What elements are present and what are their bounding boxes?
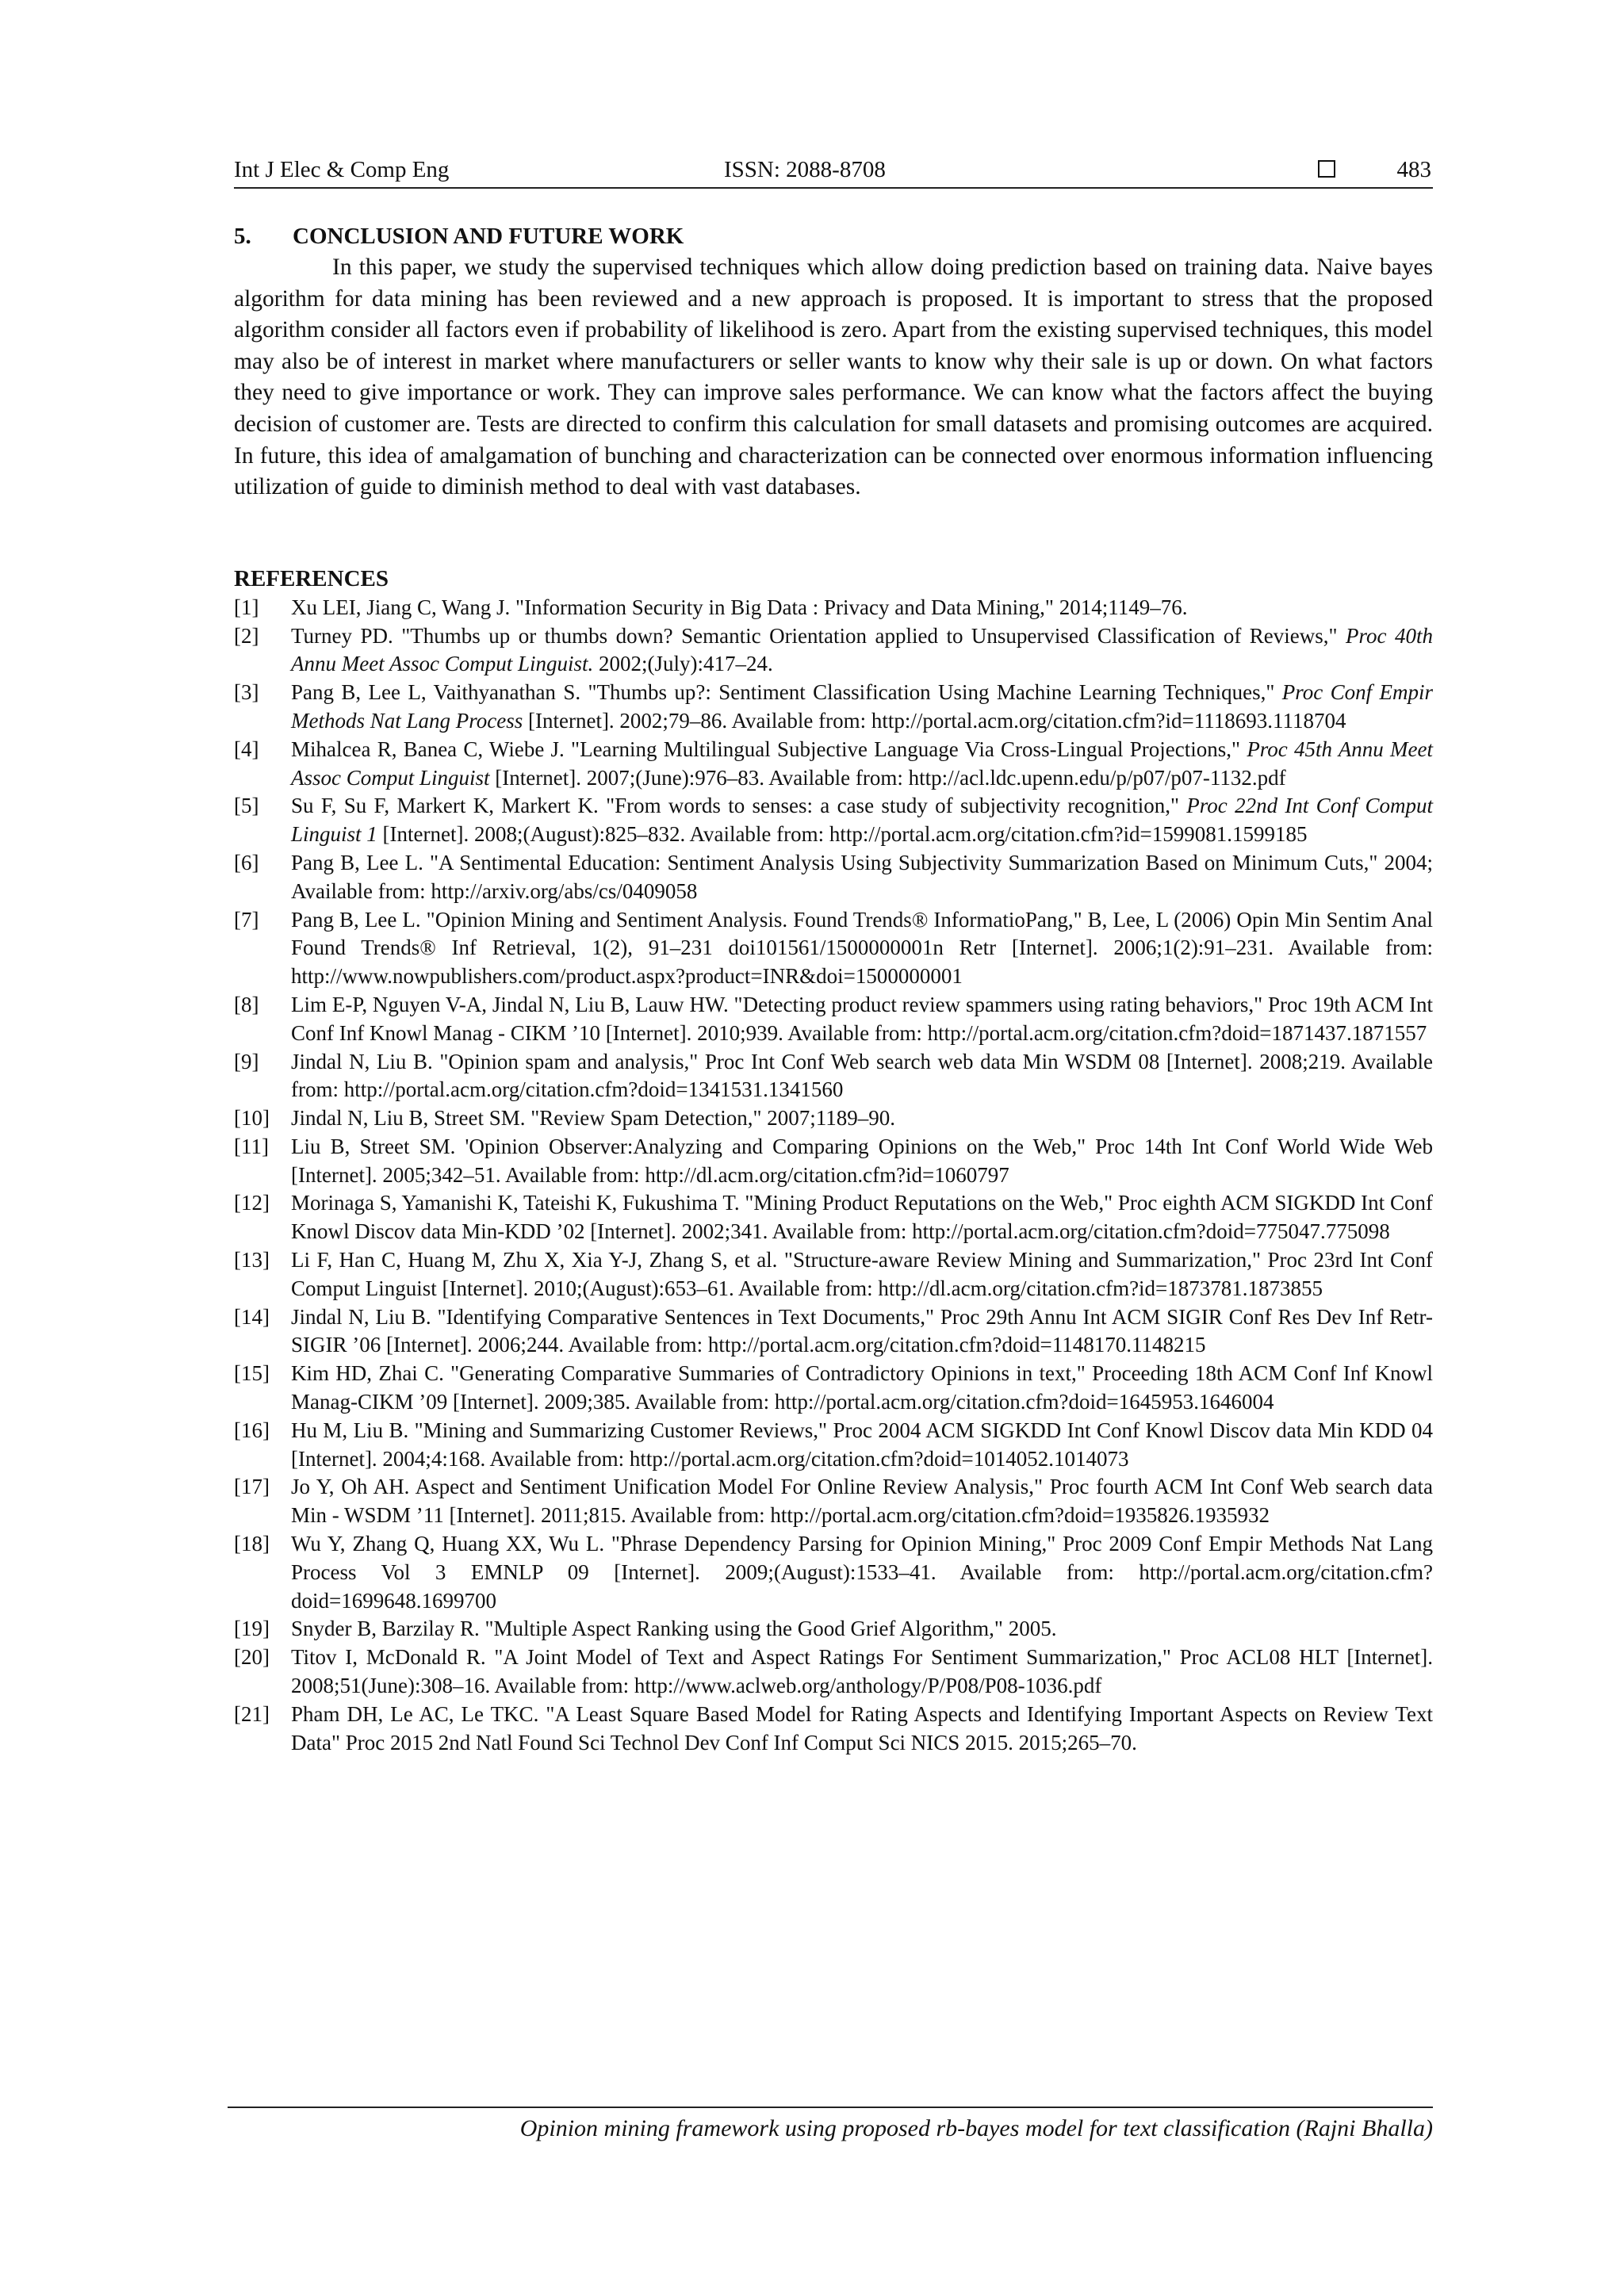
reference-item: [234, 1048, 1433, 1105]
reference-text: [291, 1189, 1433, 1246]
reference-text-part: Li F, Han C, Huang M, Zhu X, Xia Y-J, Zhang S, et al. "Structure-aware Review Mining and Summarization," Proc 23rd Int Conf Comput Linguist [Internet]. 2010;(August):653–61. Available from: http://dl.acm.org/citation.cfm?id=1873781.1873855: [291, 1248, 1433, 1300]
reference-text: [291, 1615, 1433, 1644]
reference-text-part: Snyder B, Barzilay R. "Multiple Aspect Ranking using the Good Grief Algorithm," 2005.: [291, 1617, 1057, 1641]
reference-text: [291, 1104, 1433, 1133]
page-content: [234, 152, 1433, 1757]
reference-text: [291, 1303, 1433, 1360]
section-heading: [234, 220, 1433, 252]
reference-text-part: [Internet]. 2007;(June):976–83. Available from: http://acl.ldc.upenn.edu/p/p07/p07-1132.pdf: [489, 765, 1286, 790]
reference-item: [234, 1701, 1433, 1758]
reference-text: [291, 736, 1433, 793]
reference-text-part: Mihalcea R, Banea C, Wiebe J. "Learning Multilingual Subjective Language Via Cross-Lingual Projections,": [291, 737, 1247, 761]
checkbox-square-icon: [1318, 160, 1335, 178]
reference-item: [234, 1246, 1433, 1303]
reference-venue: Proc 45th Annu Meet Assoc Comput Linguist: [291, 737, 1434, 790]
reference-item: [234, 594, 1433, 622]
reference-item: [234, 1133, 1433, 1190]
reference-text-part: Pang B, Lee L, Vaithyanathan S. "Thumbs up?: Sentiment Classification Using Machine Learning Techniques,": [291, 680, 1282, 705]
reference-text: [291, 849, 1433, 906]
reference-number: [15]: [234, 1361, 270, 1386]
page-number: 483: [1396, 157, 1431, 182]
reference-item: [234, 1644, 1433, 1701]
reference-item: [234, 736, 1433, 793]
reference-number: [2]: [234, 623, 259, 648]
reference-number: [17]: [234, 1475, 270, 1499]
reference-number: [13]: [234, 1248, 270, 1272]
reference-text-part: Jindal N, Liu B. "Opinion spam and analysis," Proc Int Conf Web search web data Min WSDM 08 [Internet]. 2008;219. Available from: http://portal.acm.org/citation.cfm?doid=1341531.1341560: [291, 1049, 1433, 1102]
reference-text: [291, 594, 1433, 622]
conclusion-paragraph: In this paper, we study the supervised techniques which allow doing prediction based on training data. Naive bayes algorithm for data mining has been reviewed and a new approach is proposed. It is important to stress that the proposed algorithm consider all factors even if probability of likelihood is zero. Apart from the existing supervised techniques, this model may also be of interest in market where manufacturers or seller wants to know why their sale is up or down. On what factors they need to give importance or work. They can improve sales performance. We can know what the factors affect the buying decision of customer are. Tests are directed to confirm this calculation for small datasets and promising outcomes are acquired. In future, this idea of amalgamation of bunching and characterization can be connected over enormous information influencing utilization of guide to diminish method to deal with vast databases.: [234, 254, 1433, 500]
reference-item: [234, 849, 1433, 906]
conclusion-section: [234, 220, 1433, 503]
reference-text: [291, 1644, 1433, 1701]
running-footer: [228, 2107, 1433, 2145]
reference-text-part: [Internet]. 2008;(August):825–832. Available from: http://portal.acm.org/citation.cfm?id=1599081.1599185: [377, 822, 1308, 847]
reference-number: [14]: [234, 1304, 270, 1329]
reference-item: [234, 679, 1433, 736]
reference-venue: Proc 22nd Int Conf Comput Linguist 1: [291, 794, 1434, 847]
reference-list: [234, 594, 1433, 1758]
reference-text-part: Pang B, Lee L. "Opinion Mining and Sentiment Analysis. Found Trends® InformatioPang," B, Lee, L (2006) Opin Min Sentim Anal Found Trends® Inf Retrieval, 1(2), 91–231 doi101561/1500000001n Retr [Internet]. 2006;1(2):91–231. Available from: http://www.nowpublishers.com/product.aspx?product=INR&doi=1500000001: [291, 907, 1433, 989]
reference-item: [234, 1360, 1433, 1417]
reference-item: [234, 991, 1433, 1048]
reference-text: [291, 1048, 1433, 1105]
reference-text-part: Titov I, McDonald R. "A Joint Model of Text and Aspect Ratings For Sentiment Summarization," Proc ACL08 HLT [Internet]. 2008;51(June):308–16. Available from: http://www.aclweb.org/anthology/P/P08/P08-1036.pdf: [291, 1645, 1433, 1698]
reference-item: [234, 906, 1433, 991]
references-heading: REFERENCES: [234, 565, 389, 591]
reference-text: [291, 1701, 1433, 1758]
reference-text: [291, 1473, 1433, 1530]
reference-number: [16]: [234, 1418, 270, 1442]
reference-number: [20]: [234, 1645, 270, 1670]
reference-text: [291, 1246, 1433, 1303]
reference-text-part: [Internet]. 2002;79–86. Available from: http://portal.acm.org/citation.cfm?id=1118693.1118704: [523, 708, 1346, 733]
reference-number: [18]: [234, 1532, 270, 1556]
reference-number: [7]: [234, 907, 259, 932]
reference-venue: Proc Conf Empir Methods Nat Lang Process: [291, 680, 1433, 733]
reference-item: [234, 1303, 1433, 1360]
reference-text-part: Jindal N, Liu B. "Identifying Comparative Sentences in Text Documents," Proc 29th Annu Int ACM SIGIR Conf Res Dev Inf Retr-SIGIR ’06 [Internet]. 2006;244. Available from: http://portal.acm.org/citation.cfm?doid=1148170.1148215: [291, 1304, 1433, 1357]
footer-caption: Opinion mining framework using proposed rb-bayes model for text classification (Rajni Bhalla): [519, 2115, 1433, 2141]
reference-item: [234, 1417, 1433, 1474]
reference-text-part: Hu M, Liu B. "Mining and Summarizing Customer Reviews," Proc 2004 ACM SIGKDD Int Conf Knowl Discov data Min KDD 04 [Internet]. 2004;4:168. Available from: http://portal.acm.org/citation.cfm?doid=1014052.1014073: [291, 1418, 1433, 1471]
reference-item: [234, 792, 1433, 849]
reference-item: [234, 1189, 1433, 1246]
reference-number: [1]: [234, 595, 259, 619]
running-header: [234, 152, 1433, 189]
issn-label: ISSN: 2088-8708: [724, 157, 886, 182]
reference-text: [291, 906, 1433, 991]
reference-text: [291, 1133, 1433, 1190]
reference-text-part: Liu B, Street SM. 'Opinion Observer:Analyzing and Comparing Opinions on the Web," Proc 14th Int Conf World Wide Web [Internet]. 2005;342–51. Available from: http://dl.acm.org/citation.cfm?id=1060797: [291, 1134, 1433, 1187]
reference-number: [10]: [234, 1106, 270, 1131]
reference-item: [234, 1473, 1433, 1530]
reference-text-part: 2002;(July):417–24.: [593, 652, 773, 676]
reference-text-part: Pang B, Lee L. "A Sentimental Education: Sentiment Analysis Using Subjectivity Summarization Based on Minimum Cuts," 2004; Available from: http://arxiv.org/abs/cs/0409058: [291, 850, 1433, 903]
reference-text: [291, 792, 1433, 849]
reference-number: [4]: [234, 737, 259, 761]
reference-text: [291, 679, 1433, 736]
reference-number: [3]: [234, 680, 259, 705]
reference-item: [234, 1530, 1433, 1615]
reference-number: [8]: [234, 992, 259, 1016]
reference-text-part: Jo Y, Oh AH. Aspect and Sentiment Unification Model For Online Review Analysis," Proc fourth ACM Int Conf Web search data Min - WSDM ’11 [Internet]. 2011;815. Available from: http://portal.acm.org/citation.cfm?doid=1935826.1935932: [291, 1475, 1433, 1528]
section-number: 5.: [234, 224, 251, 249]
reference-text-part: Kim HD, Zhai C. "Generating Comparative Summaries of Contradictory Opinions in text," Proceeding 18th ACM Conf Inf Knowl Manag-CIKM ’09 [Internet]. 2009;385. Available from: http://portal.acm.org/citation.cfm?doid=1645953.1646004: [291, 1361, 1433, 1414]
reference-number: [19]: [234, 1617, 270, 1641]
section-title: CONCLUSION AND FUTURE WORK: [293, 224, 684, 249]
reference-number: [12]: [234, 1191, 270, 1215]
reference-item: [234, 622, 1433, 679]
reference-text: [291, 991, 1433, 1048]
journal-name: Int J Elec & Comp Eng: [234, 157, 450, 182]
reference-text-part: Turney PD. "Thumbs up or thumbs down? Semantic Orientation applied to Unsupervised Classification of Reviews,": [291, 623, 1346, 648]
reference-text: [291, 1360, 1433, 1417]
reference-number: [11]: [234, 1134, 269, 1158]
reference-number: [6]: [234, 850, 259, 874]
reference-text-part: Su F, Su F, Markert K, Markert K. "From words to senses: a case study of subjectivity recognition,": [291, 794, 1187, 818]
reference-item: [234, 1615, 1433, 1644]
reference-item: [234, 1104, 1433, 1133]
reference-text-part: Xu LEI, Jiang C, Wang J. "Information Security in Big Data : Privacy and Data Mining," 2014;1149–76.: [291, 595, 1188, 619]
reference-text-part: Lim E-P, Nguyen V-A, Jindal N, Liu B, Lauw HW. "Detecting product review spammers using rating behaviors," Proc 19th ACM Int Conf Inf Knowl Manag - CIKM ’10 [Internet]. 2010;939. Available from: http://portal.acm.org/citation.cfm?doid=1871437.1871557: [291, 992, 1433, 1045]
reference-text-part: Wu Y, Zhang Q, Huang XX, Wu L. "Phrase Dependency Parsing for Opinion Mining," Proc 2009 Conf Empir Methods Nat Lang Process Vol 3 EMNLP 09 [Internet]. 2009;(August):1533–41. Available from: http://portal.acm.org/citation.cfm?doid=1699648.1699700: [291, 1532, 1433, 1613]
reference-number: [5]: [234, 794, 259, 818]
reference-text-part: Jindal N, Liu B, Street SM. "Review Spam Detection," 2007;1189–90.: [291, 1106, 895, 1131]
reference-text: [291, 1417, 1433, 1474]
reference-venue: Proc 40th Annu Meet Assoc Comput Linguist.: [291, 623, 1433, 676]
reference-text: [291, 1530, 1433, 1615]
reference-text: [291, 622, 1433, 679]
reference-number: [21]: [234, 1701, 270, 1726]
reference-text-part: Morinaga S, Yamanishi K, Tateishi K, Fukushima T. "Mining Product Reputations on the Web," Proc eighth ACM SIGKDD Int Conf Knowl Discov data Min-KDD ’02 [Internet]. 2002;341. Available from: http://portal.acm.org/citation.cfm?doid=775047.775098: [291, 1191, 1433, 1244]
reference-text-part: Pham DH, Le AC, Le TKC. "A Least Square Based Model for Rating Aspects and Identifying Important Aspects on Review Text Data" Proc 2015 2nd Natl Found Sci Technol Dev Conf Inf Comput Sci NICS 2015. 2015;265–70.: [291, 1701, 1433, 1755]
reference-number: [9]: [234, 1049, 259, 1073]
